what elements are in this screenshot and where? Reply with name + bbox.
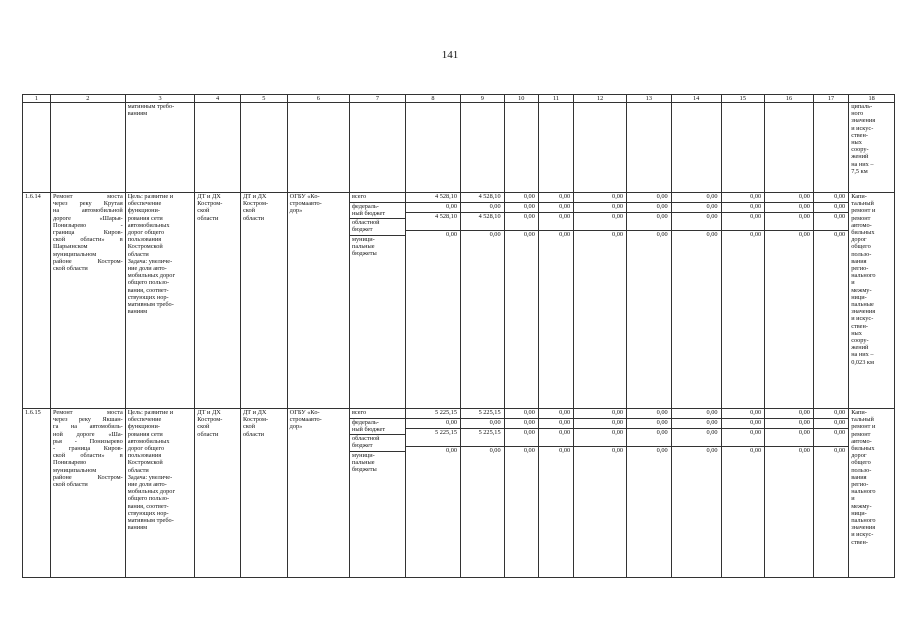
funding-year-cell — [765, 193, 814, 409]
continuation-row — [23, 103, 895, 193]
funding-value: 4 528,10 — [461, 213, 504, 230]
continuation-result-cell: ципаль- ного значения и искус- ствен- ных соору- жений на них – 7,5 км — [849, 103, 895, 193]
project-name-line: районе Костром- — [53, 473, 123, 481]
project-name-line: ской области — [53, 265, 88, 273]
funding-value: 5 225,15 — [406, 409, 460, 419]
goal-cell: Цель: развитие и обеспечение функциони- рования сети автомобильных дорог общего пользования Костромской области Задача: увеличе- ние доли авто- мобильных дорог общего пользо- вания, соответ- ствующих нор- мативным требо- ваниям — [125, 193, 195, 409]
funding-value: 0,00 — [765, 213, 813, 230]
funding-value: 0,00 — [672, 193, 721, 203]
funding-value: 0,00 — [627, 429, 671, 446]
project-name-cell — [51, 193, 126, 409]
row-number-cell: 1.6.14 — [23, 193, 51, 409]
funding-value: 5 225,15 — [406, 429, 460, 446]
funding-year-cell — [721, 193, 765, 409]
funding-value: 0,00 — [559, 446, 571, 454]
column-header-17: 17 — [813, 95, 848, 103]
funding-year-cell — [627, 193, 672, 409]
project-name-line: ской области — [53, 481, 88, 489]
funding-value: 0,00 — [539, 429, 573, 446]
coexecutor-cell: ДТ и ДХ Костром- ской области — [240, 409, 287, 578]
funding-value: 0,00 — [559, 230, 571, 238]
funding-source-label: всего — [350, 193, 405, 203]
goal-cell: Цель: развитие и обеспечение функциони- рования сети автомобильных дорог общего пользования Костромской области Задача: увеличе- ние доли авто- мобильных дорог общего пользо- вания, соответ- ствующих нор- мативным требо- ваниям — [125, 409, 195, 578]
column-header-13: 13 — [627, 95, 672, 103]
column-header-2: 2 — [51, 95, 126, 103]
funding-value: 0,00 — [505, 419, 538, 429]
continuation-goal-cell: матинным требо- ваниям — [125, 103, 195, 193]
funding-value: 0,00 — [750, 230, 762, 238]
funding-source-cell — [349, 193, 405, 409]
project-name-line: рья - Понизырево — [53, 437, 123, 445]
funding-year-cell — [765, 409, 814, 578]
funding-value: 0,00 — [834, 446, 846, 454]
funding-value: 0,00 — [672, 203, 721, 213]
funding-value: 0,00 — [539, 409, 573, 419]
funding-value: 0,00 — [672, 429, 721, 446]
funding-value: 0,00 — [798, 230, 810, 238]
funding-year-cell — [627, 409, 672, 578]
project-name-line: га на автомобиль- — [53, 423, 123, 431]
funding-value: 0,00 — [814, 419, 848, 429]
funding-value: 0,00 — [574, 409, 626, 419]
funding-year-cell — [574, 409, 627, 578]
funding-value: 0,00 — [505, 213, 538, 230]
project-name-line: Ремонт мостa — [53, 193, 123, 200]
column-header-5: 5 — [240, 95, 287, 103]
project-name-line: ской области» в — [53, 236, 123, 244]
funding-value: 0,00 — [523, 230, 535, 238]
funding-value: 0,00 — [722, 213, 765, 230]
funding-value: 0,00 — [814, 203, 848, 213]
column-header-18: 18 — [849, 95, 895, 103]
project-name-line: районе Костром- — [53, 257, 123, 265]
funding-value: 4 528,10 — [406, 213, 460, 230]
funding-value: 0,00 — [574, 213, 626, 230]
funding-value: 0,00 — [505, 193, 538, 203]
column-header-1: 1 — [23, 95, 51, 103]
funding-value: 0,00 — [706, 230, 718, 238]
funding-value: 0,00 — [489, 230, 501, 238]
funding-source-label: муници- пальные бюджеты — [351, 451, 377, 474]
funding-value: 0,00 — [539, 419, 573, 429]
funding-value: 0,00 — [765, 203, 813, 213]
funding-year-cell — [538, 409, 573, 578]
funding-value: 0,00 — [765, 409, 813, 419]
funding-value: 0,00 — [672, 419, 721, 429]
funding-value: 5 225,15 — [461, 409, 504, 419]
project-name-line: на автомобильной — [53, 207, 123, 215]
funding-source-label: областной бюджет — [350, 435, 405, 452]
funding-year-cell — [813, 409, 848, 578]
funding-value: 0,00 — [445, 230, 458, 238]
funding-value: 0,00 — [765, 419, 813, 429]
column-number-row — [23, 95, 895, 103]
project-name-line: ной дороге «Ша- — [53, 430, 123, 438]
funding-value: 0,00 — [406, 203, 460, 213]
funding-source-label: федераль- ный бюджет — [350, 203, 405, 218]
coexecutor-cell: ДТ и ДХ Костром- ской области — [240, 193, 287, 409]
executor-cell: ДТ и ДХ Костром- ской области — [195, 193, 241, 409]
funding-value: 0,00 — [722, 203, 765, 213]
funding-year-cell — [671, 193, 721, 409]
funding-source-label: областной бюджет — [350, 219, 405, 236]
project-name-line: - граница Киров- — [53, 445, 123, 453]
row-number-cell: 1.6.15 — [23, 409, 51, 578]
funding-year1-cell — [461, 409, 505, 578]
project-name-line: Ремонт моста — [53, 409, 123, 416]
project-name-line: ской области» в — [53, 452, 123, 460]
funding-source-cell — [349, 409, 405, 578]
funding-value: 0,00 — [627, 213, 671, 230]
funding-value: 0,00 — [627, 203, 671, 213]
column-header-9: 9 — [461, 95, 505, 103]
column-header-14: 14 — [671, 95, 721, 103]
funding-value: 0,00 — [798, 446, 810, 454]
column-header-10: 10 — [504, 95, 538, 103]
funding-year-cell — [671, 409, 721, 578]
funding-value: 0,00 — [505, 409, 538, 419]
program-row — [23, 193, 895, 409]
funding-value: 0,00 — [574, 203, 626, 213]
column-header-15: 15 — [721, 95, 765, 103]
project-name-line: через реку Якшан- — [53, 416, 123, 424]
funding-value: 0,00 — [750, 446, 762, 454]
funding-total-cell — [406, 409, 461, 578]
program-row — [23, 409, 895, 578]
column-header-3: 3 — [125, 95, 195, 103]
funding-value: 0,00 — [627, 409, 671, 419]
funding-source-label: федераль- ный бюджет — [350, 419, 405, 434]
funding-value: 0,00 — [627, 419, 671, 429]
funding-year-cell — [538, 193, 573, 409]
result-cell: Капи- тальный ремонт и ремонт автомо- бильных дорог общего пользо- вания регио- нального и межму- ници- пального значения и искус- ствен- — [849, 409, 895, 578]
project-name-cell — [51, 409, 126, 578]
page-number: 141 — [441, 49, 459, 61]
funding-value: 0,00 — [574, 429, 626, 446]
project-name-line: Шарьинском — [53, 243, 88, 251]
funding-value: 0,00 — [505, 203, 538, 213]
funding-value: 0,00 — [539, 203, 573, 213]
funding-value: 0,00 — [672, 213, 721, 230]
funding-year-cell — [721, 409, 765, 578]
funding-value: 0,00 — [814, 193, 848, 203]
funding-value: 0,00 — [656, 230, 668, 238]
column-header-16: 16 — [765, 95, 814, 103]
column-header-7: 7 — [349, 95, 405, 103]
funding-value: 0,00 — [706, 446, 718, 454]
funding-value: 4 528,10 — [406, 193, 460, 203]
funding-value: 0,00 — [814, 409, 848, 419]
funding-value: 5 225,15 — [461, 429, 504, 446]
project-name-line: муниципальном — [53, 250, 97, 258]
funding-value: 0,00 — [722, 419, 765, 429]
funding-source-label: всего — [350, 409, 405, 419]
funding-value: 0,00 — [445, 446, 458, 454]
funding-value: 0,00 — [765, 429, 813, 446]
funding-value: 0,00 — [722, 429, 765, 446]
funding-value: 0,00 — [627, 193, 671, 203]
funding-year-cell — [504, 193, 538, 409]
funding-value: 0,00 — [834, 230, 846, 238]
funding-value: 0,00 — [539, 193, 573, 203]
funding-value: 0,00 — [612, 230, 624, 238]
column-header-6: 6 — [287, 95, 349, 103]
funding-value: 0,00 — [656, 446, 668, 454]
funding-value: 0,00 — [574, 193, 626, 203]
funding-value: 0,00 — [814, 429, 848, 446]
funding-year1-cell — [461, 193, 505, 409]
funding-value: 0,00 — [461, 203, 504, 213]
funding-value: 0,00 — [461, 419, 504, 429]
funding-value: 0,00 — [722, 193, 765, 203]
funding-value: 0,00 — [523, 446, 535, 454]
funding-value: 0,00 — [489, 446, 501, 454]
funding-year-cell — [813, 193, 848, 409]
project-name-line: Понизырево — [53, 459, 87, 467]
funding-value: 0,00 — [505, 429, 538, 446]
column-header-12: 12 — [574, 95, 627, 103]
participant-cell: ОГБУ «Ко- стромаавто- дор» — [287, 409, 349, 578]
funding-value: 0,00 — [672, 409, 721, 419]
funding-year-cell — [504, 409, 538, 578]
column-header-4: 4 — [195, 95, 241, 103]
funding-year-cell — [574, 193, 627, 409]
funding-source-label: муници- пальные бюджеты — [351, 235, 377, 258]
funding-value: 0,00 — [406, 419, 460, 429]
funding-value: 0,00 — [574, 419, 626, 429]
result-cell: Капи- тальный ремонт и ремонт автомо- бильных дорог общего пользо- вания регио- нального и межму- ници- пальные значения и искус- ствен- ных соору- жений на них – 0,023 км — [849, 193, 895, 409]
project-name-line: дороге «Шарья- — [53, 214, 123, 222]
participant-cell: ОГБУ «Ко- стромаавто- дор» — [287, 193, 349, 409]
project-name-line: муниципальном — [53, 466, 97, 474]
program-table — [22, 94, 895, 578]
funding-value: 4 528,10 — [461, 193, 504, 203]
funding-total-cell — [406, 193, 461, 409]
funding-value: 0,00 — [612, 446, 624, 454]
funding-value: 0,00 — [765, 193, 813, 203]
executor-cell: ДТ и ДХ Костром- ской области — [195, 409, 241, 578]
column-header-8: 8 — [406, 95, 461, 103]
funding-value: 0,00 — [722, 409, 765, 419]
column-header-11: 11 — [538, 95, 573, 103]
funding-value: 0,00 — [539, 213, 573, 230]
project-name-line: через реку Крутая — [53, 200, 123, 208]
funding-value: 0,00 — [814, 213, 848, 230]
project-name-line: Понизырево - — [53, 221, 123, 229]
project-name-line: граница Киров- — [53, 229, 123, 237]
